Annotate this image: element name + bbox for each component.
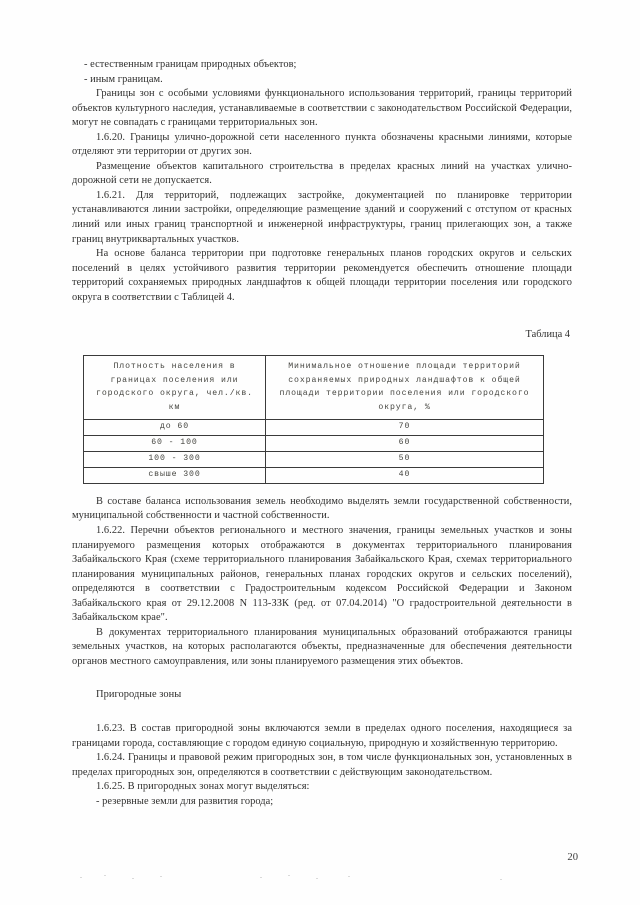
table-header-ratio: Минимальное отношение площади территорий сохраняемых природных ландшафтов к общей площади территории поселения или городского округа, %: [266, 356, 544, 420]
bullet-natural-boundaries: - естественным границам природных объектов;: [84, 59, 297, 70]
table-caption: Таблица 4: [525, 329, 570, 341]
spacer-after-heading: [72, 703, 572, 722]
table-cell-density: 100 - 300: [84, 451, 266, 467]
table-row: [84, 467, 544, 483]
paragraph-1-6-24: 1.6.24. Границы и правовой режим пригородных зон, в том числе функциональных зон, установленных в пределах пригородных зон, определяются в соответствии с действующим законодательством.: [72, 752, 572, 778]
bullet-reserve-lands: - резервные земли для развития города;: [96, 795, 274, 807]
paragraph-land-balance: В составе баланса использования земель необходимо выделять земли государственной собственности, муниципальной собственности и частной собственности.: [72, 495, 572, 522]
paragraph-territory-balance: На основе баланса территории при подготовке генеральных планов городских округов и сельских поселений в целях устойчивого развития территории рекомендуется обеспечить отношение площади территорий сохраняемых природных ландшафтов к общей площади территории поселения или городского округа в соответствии с Таблицей 4.: [72, 248, 572, 303]
paragraph-1-6-22: 1.6.22. Перечни объектов регионального и местного значения, границы земельных участков и зоны планируемого размещения которых отображаются в документах территориального планирования Забайкальского Края (схеме территориального планирования Забайкальского Края, схемах территориального планирования муниципальных районов, генеральных планах городских округов и сельских поселений), определяются в соответствии с Градостроительным кодексом Российской Федерации и Законом Забайкальского края от 29.12.2008 N 113-ЗЗК (ред. от 07.04.2014) "О градостроительной деятельности в Забайкальском крае".: [72, 525, 572, 624]
table-cell-density: 60 - 100: [84, 435, 266, 451]
paragraph-zone-boundaries: Границы зон с особыми условиями функционального использования территорий, границы территорий объектов культурного наследия, устанавливаемые в соответствии с законодательством Российской Федерации, могут не совпадать с границами территориальных зон.: [72, 88, 572, 129]
table-header-density: Плотность населения в границах поселения или городского округа, чел./кв. км: [84, 356, 266, 420]
page-number: 20: [567, 852, 578, 863]
heading-suburban-zones: Пригородные зоны: [96, 689, 182, 701]
paragraph-1-6-23: 1.6.23. В состав пригородной зоны включаются земли в пределах одного поселения, находящиеся за границами города, составляющие с городом единую социальную, природную и хозяйственную территорию.: [72, 723, 572, 749]
table-row: [84, 419, 544, 435]
table-row: [84, 435, 544, 451]
table-cell-ratio: 60: [266, 435, 544, 451]
table-header-row: [84, 356, 544, 420]
paragraph-1-6-21: 1.6.21. Для территорий, подлежащих застройке, документацией по планировке территории устанавливаются линии застройки, определяющие размещение зданий и сооружений с отступом от красных линий или иных границ транспортной и инженерной инфраструктуры, границ прилегающих зон, а также границ внутриквартальных участков.: [72, 189, 572, 245]
paragraph-capital-construction: Размещение объектов капитального строительства в пределах красных линий на участках улично-дорожной сети не допускается.: [72, 160, 572, 187]
table-cell-density: свыше 300: [84, 467, 266, 483]
table-container: [83, 355, 543, 484]
paragraph-1-6-20: 1.6.20. Границы улично-дорожной сети населенного пункта обозначены красными линиями, которые отделяют эти территории от других зон.: [72, 131, 572, 158]
spacer-before-caption: [72, 305, 572, 328]
table-cell-ratio: 50: [266, 451, 544, 467]
page-content: [72, 58, 572, 809]
scan-artifacts: [80, 875, 560, 881]
table-cell-ratio: 40: [266, 467, 544, 483]
table-row: [84, 451, 544, 467]
bullet-other-boundaries: - иным границам.: [84, 73, 163, 85]
density-landscape-table: [83, 355, 544, 484]
spacer-after-table: [72, 484, 572, 495]
table-cell-ratio: 70: [266, 419, 544, 435]
spacer-before-heading: [72, 669, 572, 688]
table-cell-density: до 60: [84, 419, 266, 435]
paragraph-1-6-25: 1.6.25. В пригородных зонах могут выделяться:: [96, 781, 310, 793]
paragraph-municipal-planning: В документах территориального планирования муниципальных образований отображаются границы земельных участков, на которых располагаются объекты, предназначенные для обеспечения деятельности органов местного самоуправления, или зоны планируемого размещения этих объектов.: [72, 626, 572, 667]
